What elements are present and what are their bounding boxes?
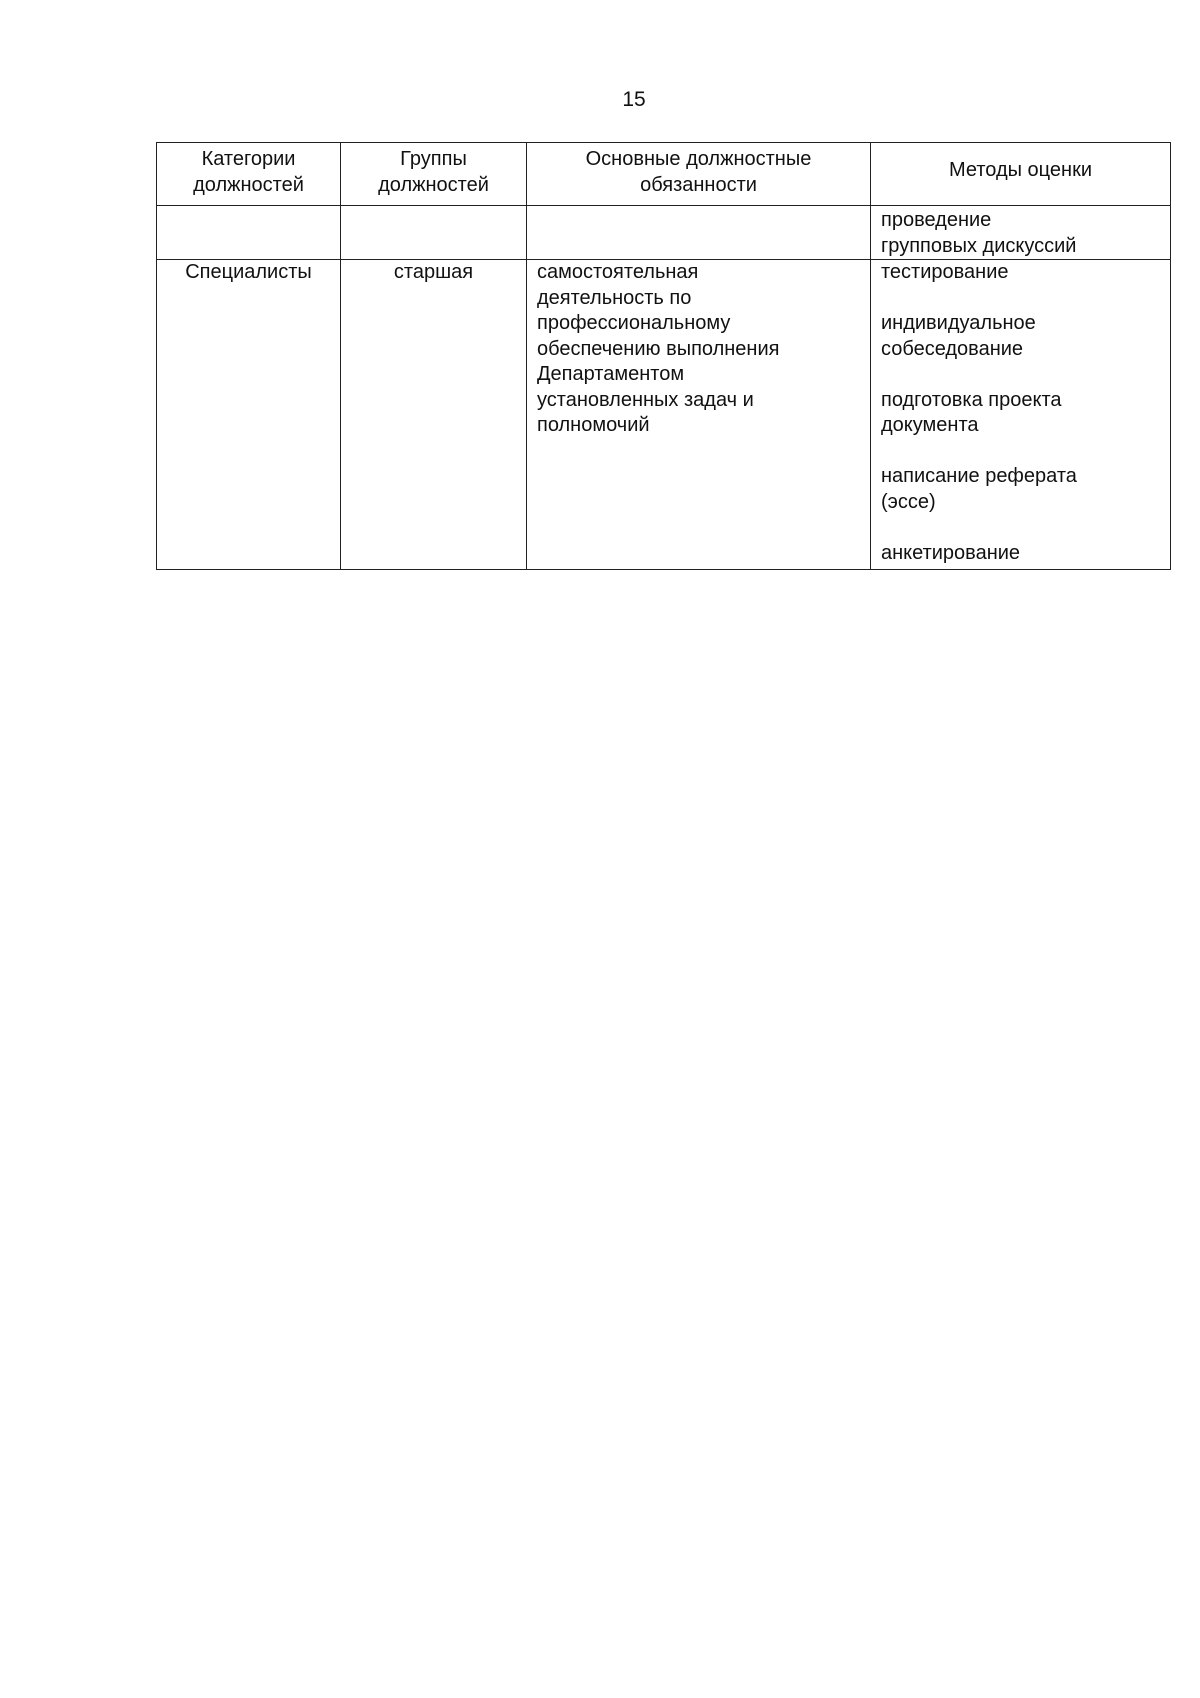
table-row [157, 206, 1171, 260]
header-groups: Группы должностей [341, 143, 527, 206]
cell-categories: Специалисты [157, 260, 341, 570]
cell-categories [157, 206, 341, 260]
method-item: тестирование [881, 261, 1009, 283]
header-methods: Методы оценки [871, 143, 1171, 206]
cell-methods [871, 260, 1171, 570]
method-item: написание реферата (эссе) [881, 465, 1077, 513]
table-row [157, 260, 1171, 570]
page-number: 15 [622, 88, 646, 111]
table-header-row [157, 143, 1171, 206]
method-item: индивидуальное собеседование [881, 312, 1036, 360]
cell-groups: старшая [341, 260, 527, 570]
assessment-methods-table [156, 142, 1171, 570]
header-categories: Категории должностей [157, 143, 341, 206]
header-duties: Основные должностные обязанности [527, 143, 871, 206]
cell-duties: самостоятельная деятельность по профессиональному обеспечению выполнения Департаментом установленных задач и полномочий [527, 260, 871, 570]
method-item: анкетирование [881, 541, 1021, 564]
cell-groups [341, 206, 527, 260]
cell-methods: проведение групповых дискуссий [871, 206, 1171, 260]
cell-duties [527, 206, 871, 260]
method-item: подготовка проекта документа [881, 388, 1062, 436]
